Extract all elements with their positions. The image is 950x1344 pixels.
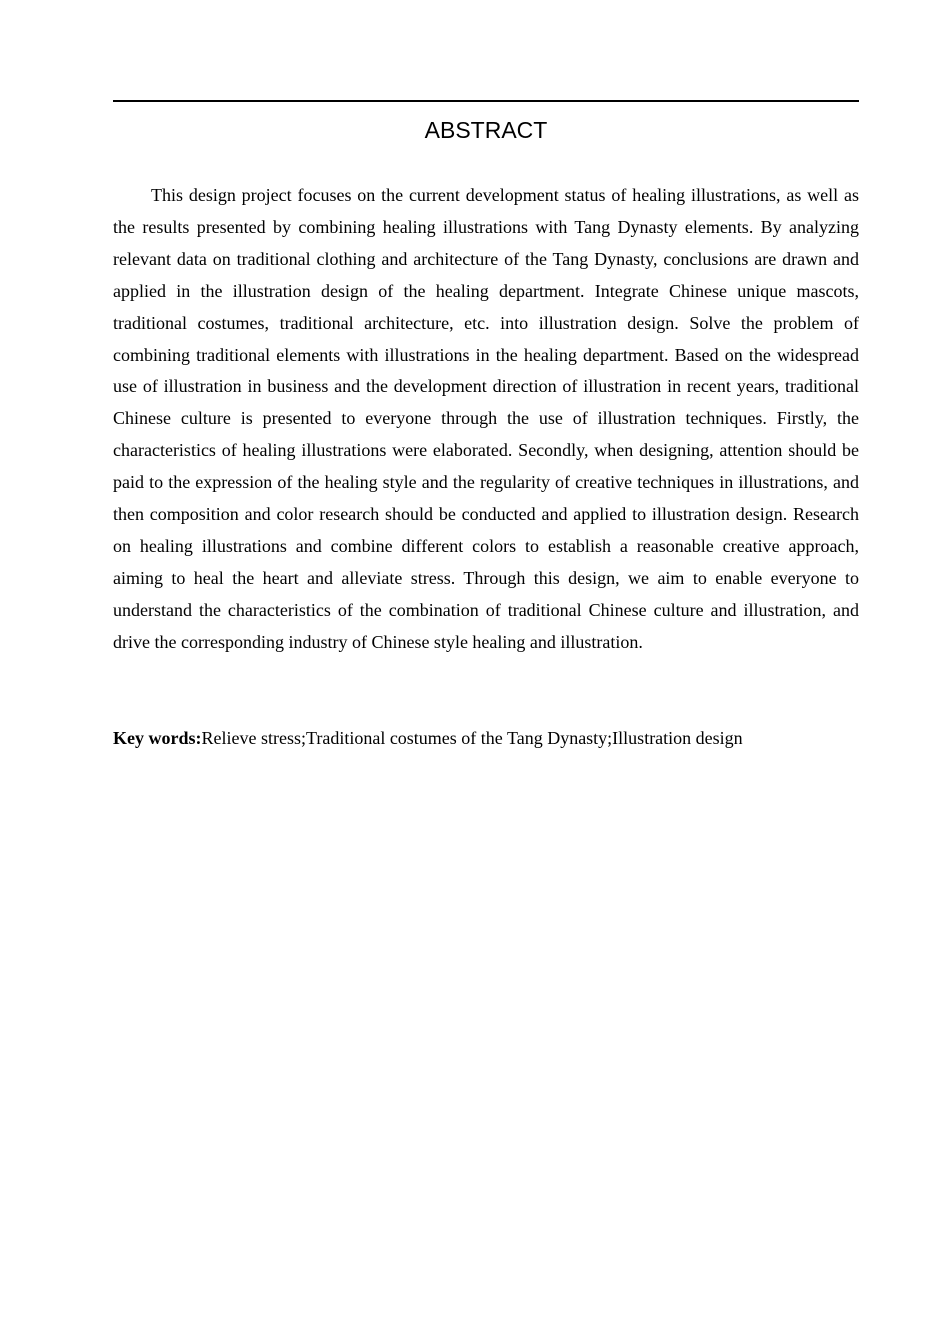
keywords-value: Relieve stress;Traditional costumes of the Tang Dynasty;Illustration design [201,728,743,748]
abstract-body: This design project focuses on the current development status of healing illustrations, as well as the results presented by combining healing illustrations with Tang Dynasty elements. By analyzing relevant data on traditional clothing and architecture of the Tang Dynasty, conclusions are drawn and applied in the illustration design of the healing department. Integrate Chinese unique mascots, traditional costumes, traditional architecture, etc. into illustration design. Solve the problem of combining traditional elements with illustrations in the healing department. Based on the widespread use of illustration in business and the development direction of illustration in recent years, traditional Chinese culture is presented to everyone through the use of illustration techniques. Firstly, the characteristics of healing illustrations were elaborated. Secondly, when designing, attention should be paid to the expression of the healing style and the regularity of creative techniques in illustrations, and then composition and color research should be conducted and applied to illustration design. Research on healing illustrations and combine different colors to establish a reasonable creative approach, aiming to heal the heart and alleviate stress. Through this design, we aim to enable everyone to understand the characteristics of the combination of traditional Chinese culture and illustration, and drive the corresponding industry of Chinese style healing and illustration. [113,185,859,652]
keywords-label: Key words: [113,728,202,748]
header-rule [113,100,859,102]
abstract-title: ABSTRACT [424,117,548,143]
keywords-line [113,722,859,754]
